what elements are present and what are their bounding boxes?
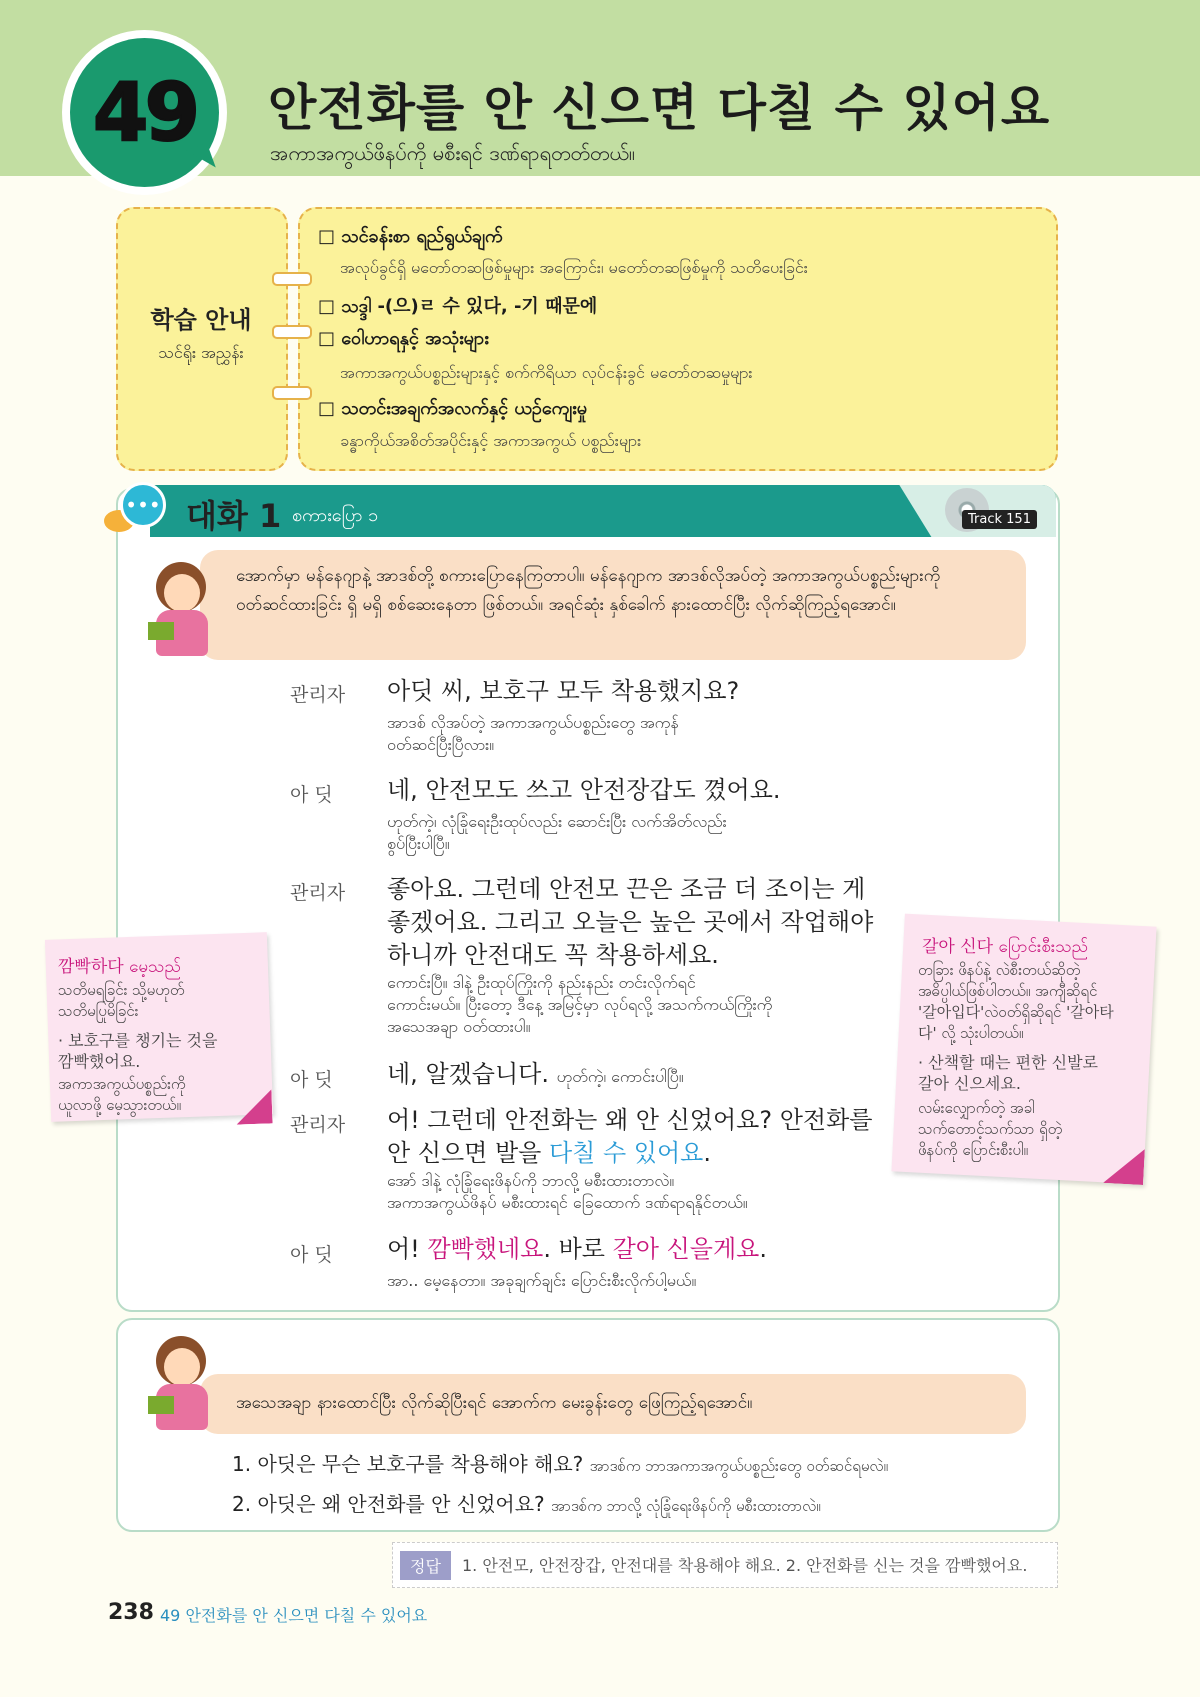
dialogue-line-ko: 아딧 씨, 보호구 모두 착용했지요? bbox=[387, 677, 740, 705]
ko-highlight-vocab: 갈아 신을게요 bbox=[612, 1235, 760, 1263]
dialogue-line-ko-text: 네, 알겠습니다. bbox=[387, 1060, 549, 1088]
question-my: အာဒစ်က ဘာလို့ လုံခြုံရေးဖိနပ်ကို မစီးထားတာလဲ။ bbox=[551, 1497, 821, 1515]
vocab-note-body: သတိမရခြင်း သို့မဟုတ် သတိမပြုမိခြင်း bbox=[58, 981, 185, 1020]
dialogue-line-my: အာဒစ် လိုအပ်တဲ့ အကာအကွယ်ပစ္စည်းတွေ အကုန် ဝတ်ဆင်ပြီးပြီလား။ bbox=[387, 713, 679, 754]
dialogue-line-my: ကောင်းပြီ။ ဒါနဲ့ ဦးထုပ်ကြိုးကို နည်းနည်း တင်းလိုက်ရင် ကောင်းမယ်။ ပြီးတော့ ဒီနေ့ အမြင့်မှာ လုပ်ရလို့ အသက်ကယ်ကြိုးကို အသေအချာ ဝတ်ထားပါ။ bbox=[387, 973, 773, 1036]
speaker-label: 아 딧 bbox=[290, 784, 333, 806]
dialogue-line-my-inline: ဟုတ်ကဲ့၊ ကောင်းပါပြီ။ bbox=[556, 1067, 684, 1086]
vocab-note-example-my: လမ်းလျှောက်တဲ့ အခါ သက်တောင့်သက်သာ ရှိတဲ့ ဖိနပ်ကို ပြောင်းစီးပါ။ bbox=[918, 1099, 1063, 1159]
vocab-note-head: 깜빡하다 မေ့သည် bbox=[58, 957, 181, 977]
vocab-note-example-my: အကာအကွယ်ပစ္စည်းကို ယူလာဖို့ မေ့သွားတယ်။ bbox=[58, 1075, 186, 1114]
guide-connector bbox=[272, 272, 312, 286]
guide-connector bbox=[272, 386, 312, 400]
dialogue-line-ko bbox=[387, 1233, 767, 1266]
guide-item-title: □ သင်ခန်းစာ ရည်ရွယ်ချက် bbox=[318, 226, 503, 247]
speaker-label: 아 딧 bbox=[290, 1069, 333, 1091]
lesson-number: 49 bbox=[92, 66, 197, 159]
guide-label-sub: သင်ရိုး အညွှန်း bbox=[158, 343, 244, 362]
page-number: 238 bbox=[108, 1600, 154, 1625]
guide-connector bbox=[272, 325, 312, 339]
answer-text: 1. 안전모, 안전장갑, 안전대를 착용해야 해요. 2. 안전화를 신는 것을 깜빡했어요. bbox=[462, 1556, 1028, 1575]
track-label[interactable]: Track 151 bbox=[962, 510, 1037, 529]
question-item bbox=[232, 1488, 821, 1519]
speaker-label: 아 딧 bbox=[290, 1244, 333, 1266]
dialogue-line-ko: 네, 안전모도 쓰고 안전장갑도 꼈어요. bbox=[387, 776, 781, 804]
teacher-avatar bbox=[150, 562, 214, 658]
lesson-subtitle: အကာအကွယ်ဖိနပ်ကို မစီးရင် ဒဏ်ရာရတတ်တယ်။ bbox=[270, 141, 635, 165]
dialogue-instruction: အောက်မှာ မန်နေဂျာနဲ့ အာဒစ်တို့ စကားပြောနေကြတာပါ။ မန်နေဂျာက အာဒစ်လိုအပ်တဲ့ အကာအကွယ်ပစ္စည်းများကို ဝတ်ဆင်ထားခြင်း ရှိ မရှိ စစ်ဆေးနေတာ ဖြစ်တယ်။ အရင်ဆုံး နှစ်ခေါက် နားထောင်ပြီး လိုက်ဆိုကြည့်ရအောင်။ bbox=[236, 566, 941, 615]
ko-text: 어! bbox=[387, 1235, 428, 1263]
dialogue-title-sub: စကားပြော ၁ bbox=[292, 505, 379, 526]
vocab-note-example: · 산책할 때는 편한 신발로 갈아 신으세요. bbox=[918, 1053, 1098, 1093]
question-ko: 1. 아딧은 무슨 보호구를 착용해야 해요? bbox=[232, 1452, 584, 1476]
dialogue-line-ko bbox=[387, 1058, 684, 1093]
dialogue-line-my: အာ.. မေ့နေတာ။ အခုချက်ချင်း ပြောင်းစီးလိုက်ပါ့မယ်။ bbox=[387, 1271, 697, 1290]
speaker-label: 관리자 bbox=[290, 1114, 346, 1136]
guide-item-desc: အလုပ်ခွင်ရှိ မတော်တဆဖြစ်မှုများ အကြောင်း၊ မတော်တဆဖြစ်မှုကို သတိပေးခြင်း bbox=[340, 258, 808, 277]
guide-item-title: □ သဒ္ဒါ -(으)ㄹ 수 있다, -기 때문에 bbox=[318, 296, 598, 317]
vocab-note-body: တခြား ဖိနပ်နဲ့ လဲစီးတယ်ဆိုတဲ့ အဓိပ္ပါယ်ဖြစ်ပါတယ်။ အကျီဆိုရင် '갈아입다'လဲဝတ်ရှိဆိုရင် '갈아타 다' လို့ သုံးပါတယ်။ bbox=[918, 961, 1114, 1042]
question-my: အာဒစ်က ဘာအကာအကွယ်ပစ္စည်းတွေ ဝတ်ဆင်ရမလဲ။ bbox=[589, 1457, 888, 1475]
questions-instruction: အသေအချာ နားထောင်ပြီး လိုက်ဆိုပြီးရင် အောက်က မေးခွန်းတွေ ဖြေကြည့်ရအောင်။ bbox=[236, 1393, 753, 1413]
guide-item-title: □ ဝေါဟာရနှင့် အသုံးများ bbox=[318, 328, 489, 349]
ko-text: . bbox=[759, 1235, 767, 1263]
speaker-label: 관리자 bbox=[290, 684, 346, 706]
vocab-note-example: · 보호구를 챙기는 것을 깜빡했어요. bbox=[58, 1031, 218, 1071]
dialogue-title: 대화 1 bbox=[186, 497, 282, 535]
ko-text: . 바로 bbox=[543, 1235, 613, 1263]
teacher-avatar bbox=[150, 1336, 214, 1432]
ko-text: . bbox=[703, 1139, 712, 1167]
speaker-label: 관리자 bbox=[290, 882, 346, 904]
guide-label: 학습 안내 bbox=[150, 306, 252, 334]
question-ko: 2. 아딧은 왜 안전화를 안 신었어요? bbox=[232, 1492, 545, 1516]
page-footer-caption: 49 안전화를 안 신으면 다칠 수 있어요 bbox=[160, 1606, 428, 1625]
vocab-note-head: 갈아 신다 ပြောင်းစီးသည် bbox=[922, 937, 1089, 957]
ko-highlight-grammar: 다칠 수 있어요 bbox=[549, 1139, 704, 1167]
question-item bbox=[232, 1448, 888, 1479]
dialogue-line-my: ဟုတ်ကဲ့၊ လုံခြုံရေးဦးထုပ်လည်း ဆောင်းပြီး လက်အိတ်လည်း စွပ်ပြီးပါပြီ။ bbox=[387, 812, 727, 853]
ko-highlight-vocab: 깜빡했네요 bbox=[427, 1235, 544, 1263]
lesson-title: 안전화를 안 신으면 다칠 수 있어요 bbox=[268, 79, 1051, 137]
guide-item-title: □ သတင်းအချက်အလက်နှင့် ယဉ်ကျေးမှု bbox=[318, 398, 587, 419]
guide-label-box bbox=[116, 207, 288, 471]
dialogue-line-ko: 좋아요. 그런데 안전모 끈은 조금 더 조이는 게 좋겠어요. 그리고 오늘은 높은 곳에서 작업해야 하니까 안전대도 꼭 착용하세요. bbox=[387, 875, 874, 969]
guide-item-desc: ခန္ဓာကိုယ်အစိတ်အပိုင်းနှင့် အကာအကွယ် ပစ္စည်းများ bbox=[340, 431, 642, 450]
ko-text: 어! 그런데 안전화는 왜 안 신었어요? 안전화를 안 신으면 발을 bbox=[387, 1106, 873, 1167]
dialogue-line-my: အော် ဒါနဲ့ လုံခြုံရေးဖိနပ်ကို ဘာလို့ မစီးထားတာလဲ။ အကာအကွယ်ဖိနပ် မစီးထားရင် ခြေထောက် ဒဏ်ရာရနိုင်တယ်။ bbox=[387, 1171, 748, 1212]
dialogue-line-ko bbox=[387, 1104, 872, 1170]
chat-bubble-icon: ••• bbox=[120, 482, 166, 528]
answer-tag: 정답 bbox=[400, 1551, 451, 1580]
guide-item-desc: အကာအကွယ်ပစ္စည်းများနှင့် စက်ကိရိယာ လုပ်ငန်းခွင် မတော်တဆမှုများ bbox=[340, 363, 753, 382]
